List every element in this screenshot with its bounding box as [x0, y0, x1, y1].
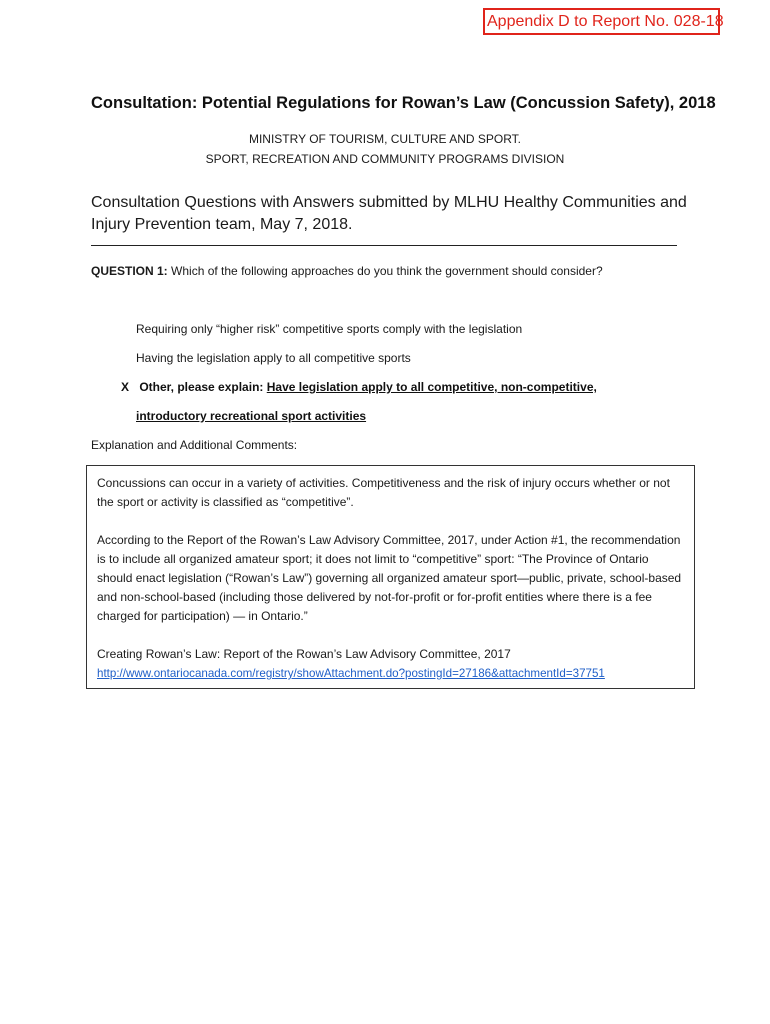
- option-higher-risk: Requiring only “higher risk” competitive sports comply with the legislation: [136, 322, 523, 336]
- reference-title: Creating Rowan’s Law: Report of the Rowan’s Law Advisory Committee, 2017: [97, 647, 511, 661]
- other-answer-line-1: Have legislation apply to all competitive, non-competitive,: [266, 380, 597, 394]
- explanation-box: [86, 465, 695, 689]
- other-answer-line-2: introductory recreational sport activities: [136, 409, 367, 423]
- appendix-stamp: Appendix D to Report No. 028-18: [483, 8, 720, 35]
- other-label: Other, please explain:: [139, 380, 264, 394]
- ministry-line-2: SPORT, RECREATION AND COMMUNITY PROGRAMS DIVISION: [205, 152, 565, 166]
- explanation-paragraph-1: Concussions can occur in a variety of activities. Competitiveness and the risk of injury occurs whether or not the sport or activity is classified as “competitive”.: [97, 476, 670, 509]
- explanation-paragraph-2: According to the Report of the Rowan’s Law Advisory Committee, 2017, under Action #1, the recommendation is to include all organized amateur sport; it does not limit to “competitive” sport: “The Province of Ontario should enact legislation (“Rowan’s Law”) governing all organized amateur sport—public, private, school-based and non-school-based (including those delivered by not-for-profit or for-profit entities where there is a fee charged for participation) — in Ontario.”: [97, 533, 682, 623]
- explanation-label: Explanation and Additional Comments:: [91, 438, 298, 452]
- reference-link[interactable]: http://www.ontariocanada.com/registry/showAttachment.do?postingId=27186&attachmentId=37751: [97, 667, 605, 680]
- option-all-competitive: Having the legislation apply to all competitive sports: [136, 351, 411, 365]
- ministry-line-1: MINISTRY OF TOURISM, CULTURE AND SPORT.: [248, 132, 522, 146]
- document-title: Consultation: Potential Regulations for Rowan’s Law (Concussion Safety), 2018: [91, 94, 716, 112]
- question-1-text: Which of the following approaches do you think the government should consider?: [171, 264, 603, 278]
- selected-mark: X: [121, 380, 130, 394]
- consultation-intro: Consultation Questions with Answers submitted by MLHU Healthy Communities and Injury Prevention team, May 7, 2018.: [91, 194, 687, 233]
- question-1: [91, 264, 603, 278]
- option-other: [121, 380, 597, 394]
- question-1-label: QUESTION 1:: [91, 264, 168, 278]
- horizontal-divider: [91, 245, 677, 246]
